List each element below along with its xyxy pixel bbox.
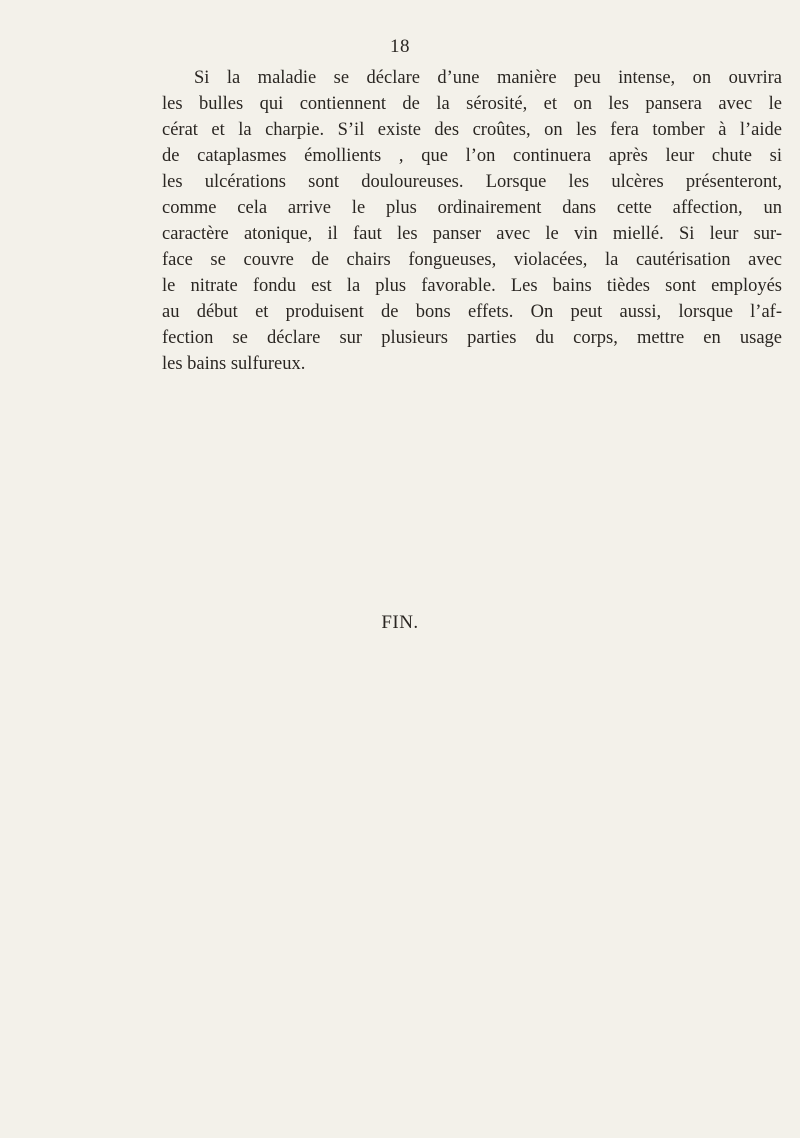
- text-line: face se couvre de chairs fongueuses, violacées, la cautérisation avec: [162, 250, 782, 270]
- text-line: cérat et la charpie. S’il existe des croûtes, on les fera tomber à l’aide: [162, 120, 782, 140]
- text-line: les ulcérations sont douloureuses. Lorsque les ulcères présenteront,: [162, 172, 782, 192]
- body-paragraph: [162, 65, 782, 377]
- text-line: les bains sulfureux.: [162, 354, 306, 374]
- text-line: les bulles qui contiennent de la sérosité, et on les pansera avec le: [162, 94, 782, 114]
- text-line: fection se déclare sur plusieurs parties du corps, mettre en usage: [162, 328, 782, 348]
- page-number: 18: [390, 36, 410, 57]
- text-line: caractère atonique, il faut les panser avec le vin miellé. Si leur sur-: [162, 224, 782, 244]
- text-line: comme cela arrive le plus ordinairement dans cette affection, un: [162, 198, 782, 218]
- text-line: au début et produisent de bons effets. On peut aussi, lorsque l’af-: [162, 302, 782, 322]
- text-line: Si la maladie se déclare d’une manière peu intense, on ouvrira: [194, 68, 782, 88]
- end-mark: FIN.: [381, 612, 419, 633]
- text-line: le nitrate fondu est la plus favorable. Les bains tièdes sont employés: [162, 276, 782, 296]
- text-line: de cataplasmes émollients , que l’on continuera après leur chute si: [162, 146, 782, 166]
